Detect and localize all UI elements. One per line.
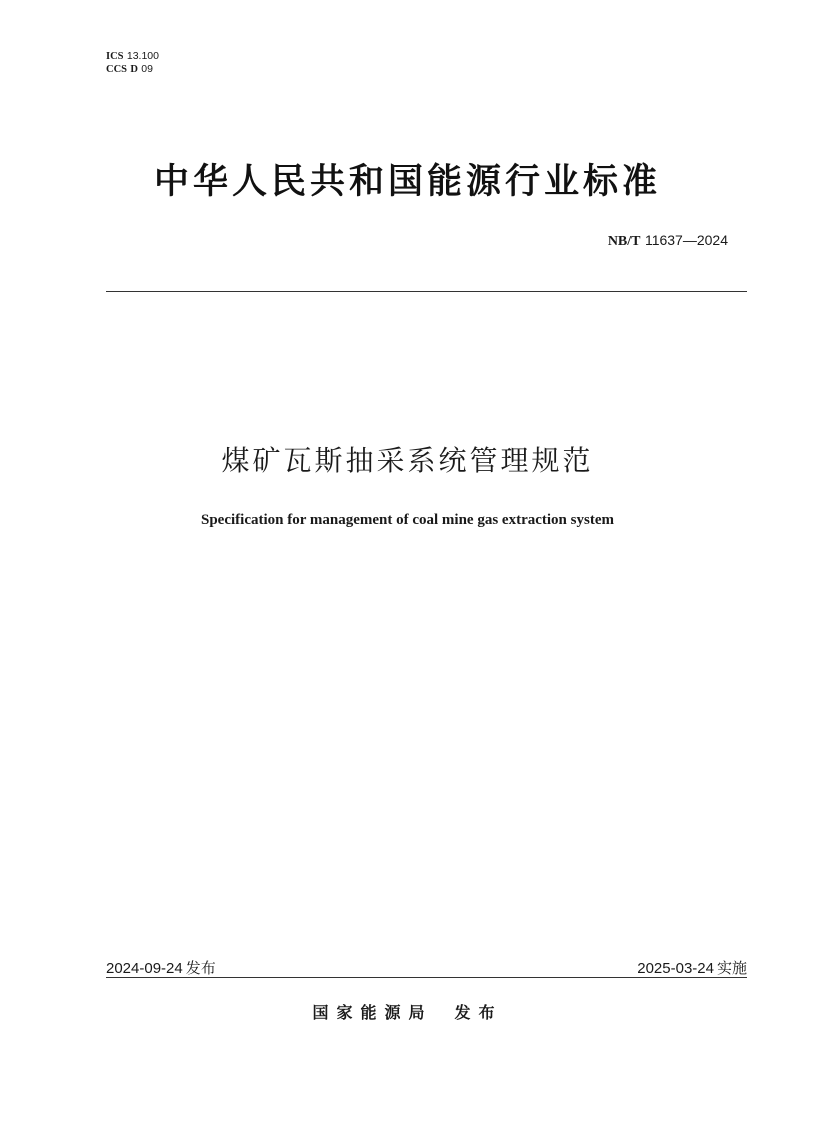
ics-label: ICS [106,51,124,62]
document-title-english: Specification for management of coal mine gas extraction system [201,512,614,528]
standard-code: 11637—2024 [644,232,728,248]
effective-date: 2025-03-24 [637,960,714,977]
issue-date: 2024-09-24 [106,960,183,977]
ccs-value: 09 [141,63,153,75]
issue-label: 发布 [185,959,216,977]
ccs-code [106,63,159,76]
effective-label: 实施 [716,959,747,977]
footer-divider [106,977,747,978]
header-divider [106,291,747,292]
issue-date-block [106,957,216,978]
ics-code [106,50,159,63]
ccs-label: CCS [106,64,128,75]
publish-label: 发布 [454,1003,503,1022]
effective-date-block [637,957,747,978]
classification-codes [106,50,159,76]
ccs-class: D [130,64,138,75]
publisher-name: 国家能源局 [312,1003,433,1022]
document-title-chinese: 煤矿瓦斯抽采系统管理规范 [221,444,594,477]
standard-number [608,232,728,250]
standard-prefix: NB/T [607,234,641,249]
standard-category-title: 中华人民共和国能源行业标准 [153,162,661,202]
publisher-line [0,1000,815,1023]
ics-value: 13.100 [126,50,159,62]
